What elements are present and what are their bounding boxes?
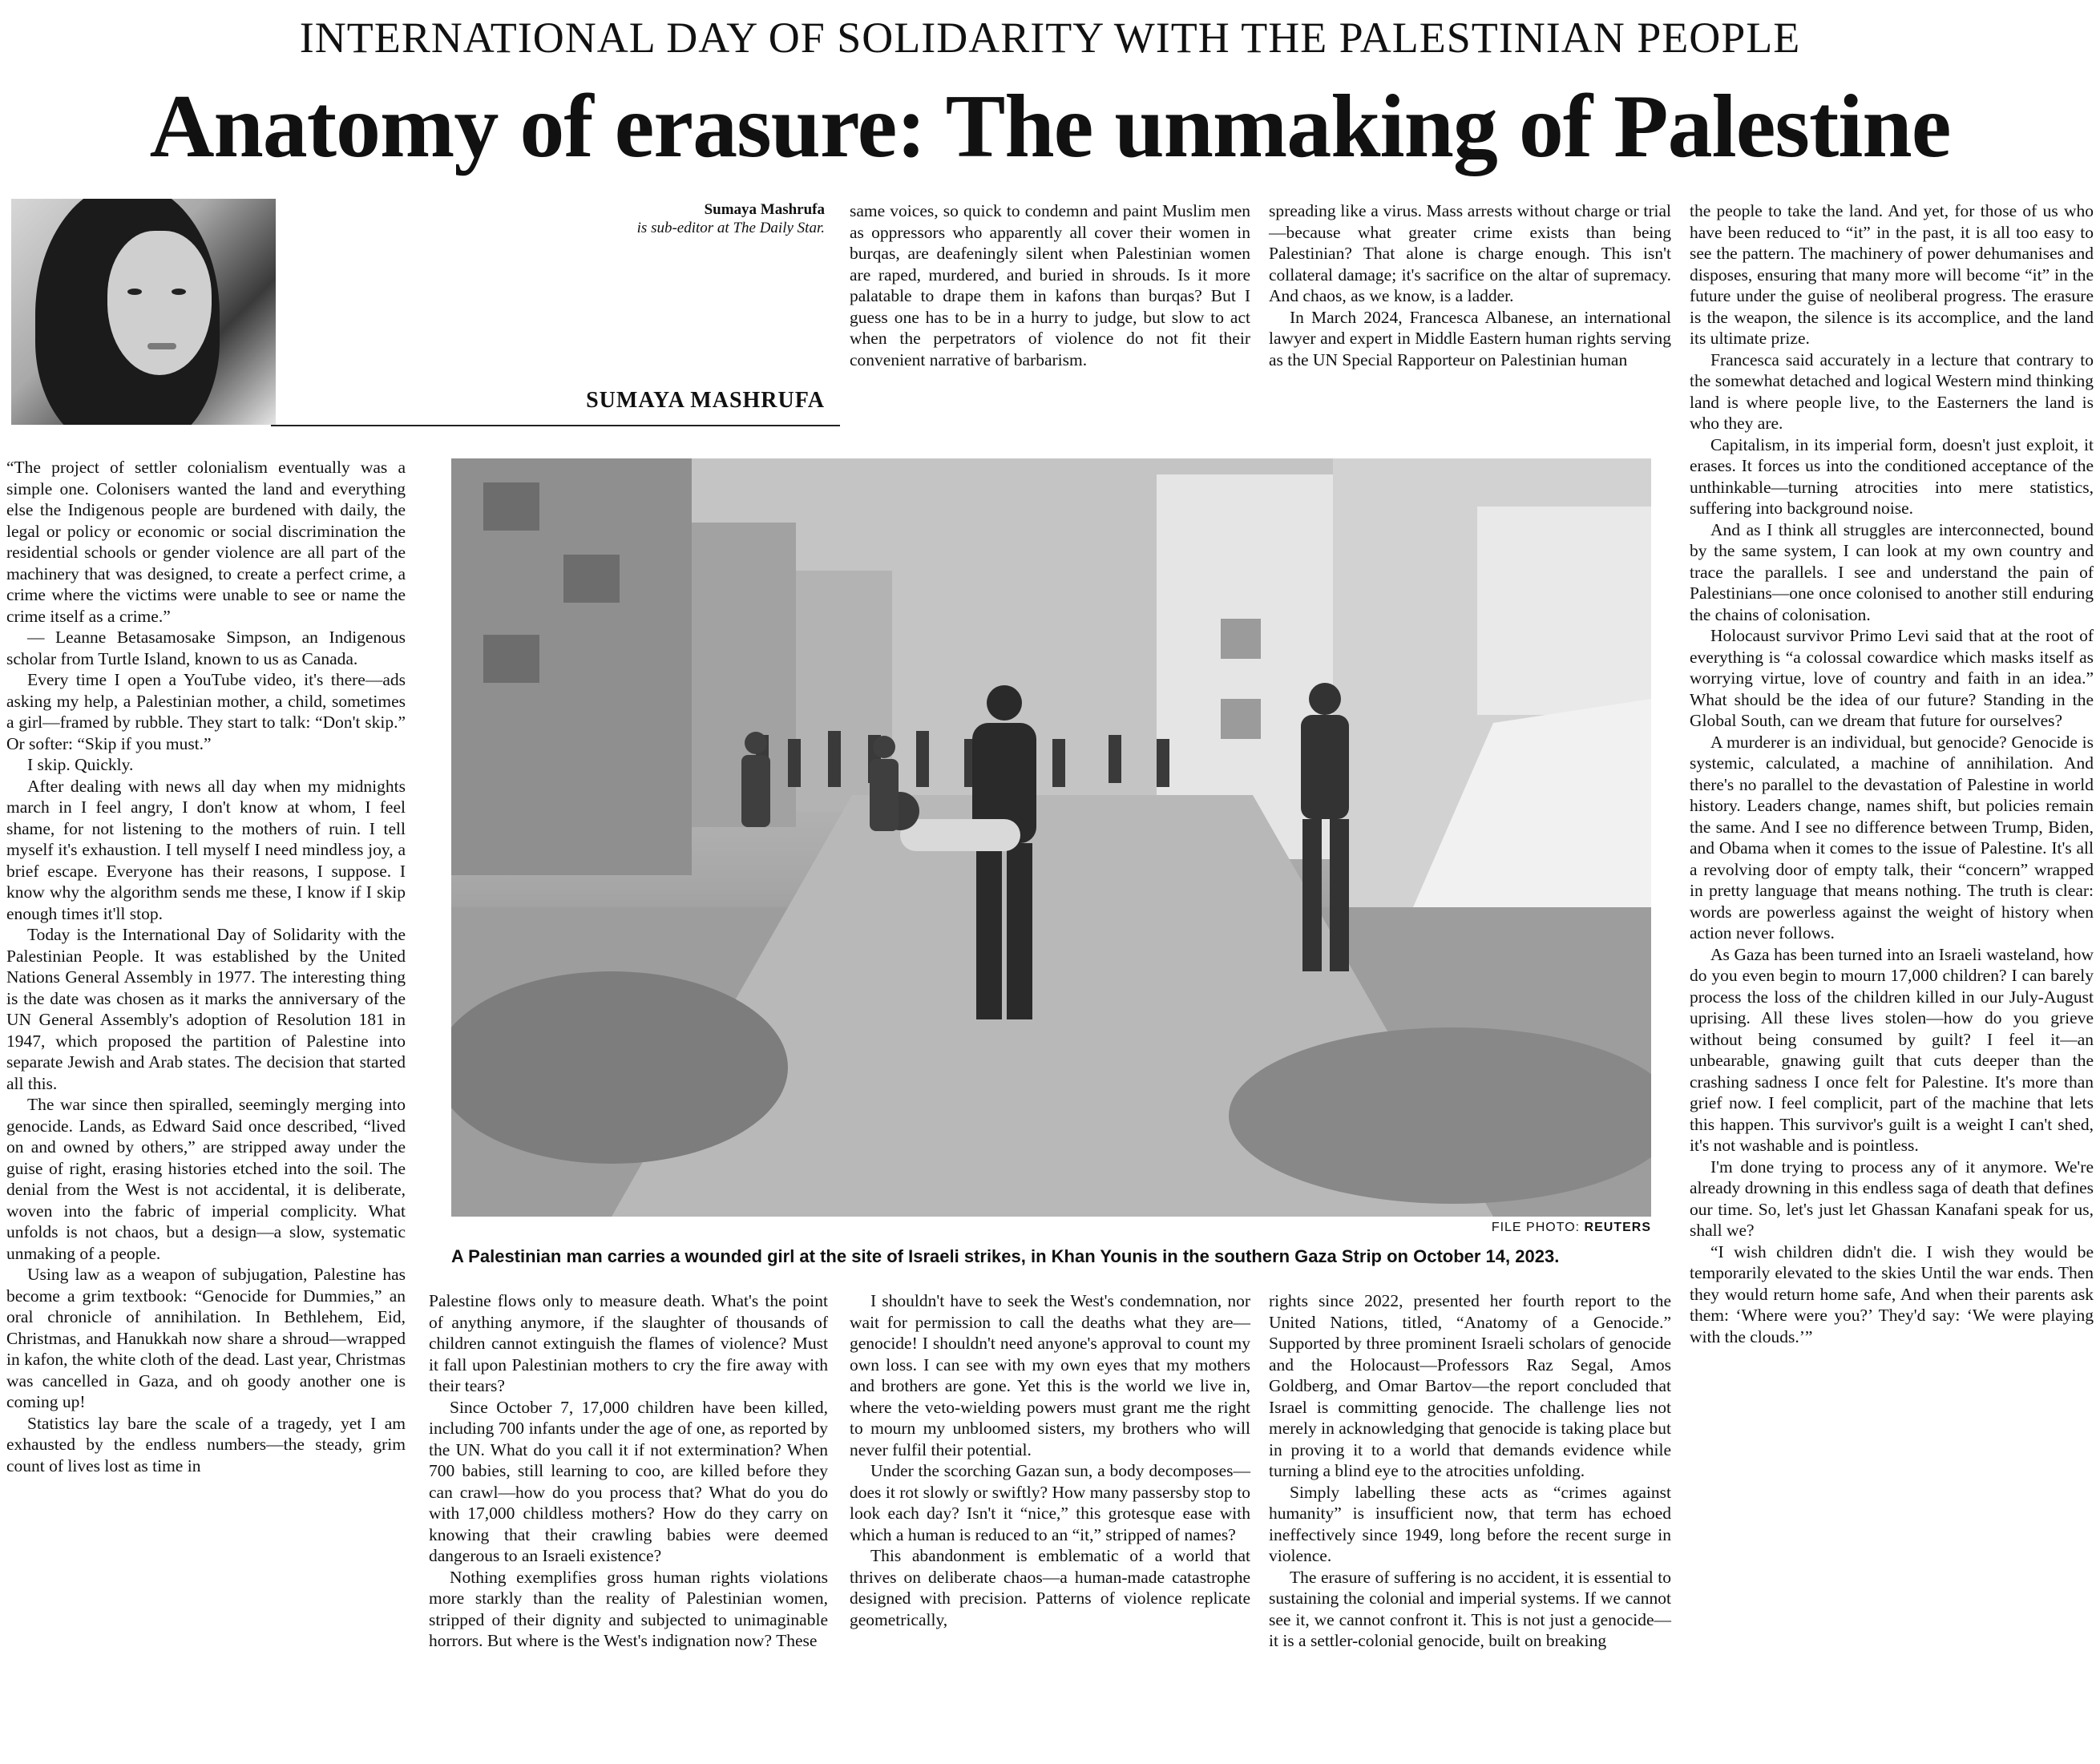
author-note [637,200,825,237]
paragraph: Simply labelling these acts as “crimes against humanity” is insufficient now, that term has echoed ineffectively since 1949, long before the recent surge in violence. [1269,1482,1671,1565]
photo-caption: A Palestinian man carries a wounded girl at the site of Israeli strikes, in Khan Younis in the southern Gaza Strip on October 14, 2023. [451,1246,1560,1266]
paragraph: This abandonment is emblematic of a world that thrives on deliberate chaos—a human-made catastrophe designed with precision. Patterns of violence replicate geometrically, [850,1546,1250,1629]
section-kicker: INTERNATIONAL DAY OF SOLIDARITY WITH THE PALESTINIAN PEOPLE [299,14,1801,62]
paragraph: Francesca said accurately in a lecture that contrary to the somewhat detached and logical Western mind thinking land is where people live, to the Easterners the land is who they are. [1690,349,2094,433]
news-photo [451,458,1651,1217]
article-column-3-bottom [850,1290,1250,1630]
paragraph: After dealing with news all day when my midnights march in I feel angry, I don't know at whom, I feel shame, for not listening to the mothers of ruin. I tell myself it's exhaustion. I tell myself I need mindless joy, a brief escape. Everyone has their reasons, I suppose. I know why the algorithm sends me these, I know if I skip enough times it'll stop. [6,776,406,923]
paragraph: Capitalism, in its imperial form, doesn't just exploit, it erases. It forces us into the conditioned acceptance of the unthinkable—turning atrocities into mere statistics, suffering into background noise. [1690,434,2094,518]
paragraph: The erasure of suffering is no accident, it is essential to sustaining the colonial and imperial systems. If we cannot see it, we cannot confront it. This is not just a genocide—it is a settler-colonial genocide, built on breaking [1269,1567,1671,1650]
paragraph: Holocaust survivor Primo Levi said that at the root of everything is “a colossal cowardice which masks itself as worrying virtue, love of country and faith in an idea.” What should be the idea of our future? Standing in the Global South, can we dream that future for ourselves? [1690,626,2094,730]
paragraph: Since October 7, 17,000 children have been killed, including 700 infants under the age of one, as reported by the UN. What do you call it if not extermination? When 700 babies, still learning to coo, are killed before they can crawl—how do you process that? What do you do with 17,000 childless mothers? How do they carry on knowing that their crawling babies were deemed dangerous to an Israeli existence? [429,1397,828,1565]
paragraph: In March 2024, Francesca Albanese, an international lawyer and expert in Middle Eastern human rights serving as the UN Special Rapporteur on Palestinian human [1269,307,1671,369]
paragraph: Palestine flows only to measure death. What's the point of anything anymore, if the slaughter of thousands of children cannot extinguish the flames of violence? Must it fall upon Palestinian mothers to cry the fire away with their tears? [429,1291,828,1395]
article-column-1 [6,457,406,1476]
paragraph: spreading like a virus. Mass arrests without charge or trial—because what greater crime exists than being Palestinian? That alone is charge enough. This isn't collateral damage; it's sacrifice on the altar of supremacy. And chaos, as we know, is a ladder. [1269,201,1671,305]
paragraph: And as I think all struggles are interconnected, bound by the same system, I can look at my own country and trace the parallels. I see and understand the pain of Palestinians—one once colonised to another still enduring the chains of colonisation. [1690,519,2094,624]
paragraph: — Leanne Betasamosake Simpson, an Indigenous scholar from Turtle Island, known to us as Canada. [6,628,406,668]
paragraph: rights since 2022, presented her fourth report to the United Nations, titled, “Anatomy of a Genocide.” Supported by three prominent Israeli scholars of genocide and the Holocaust—Professors Raz Segal, Amos Goldberg, and Omar Bartov—the report concluded that Israel is committing genocide. The challenge lies not merely in acknowledging that genocide is taking place but in proving it to a world that demands evidence while turning a blind eye to the atrocities unfolding. [1269,1291,1671,1480]
paragraph: Every time I open a YouTube video, it's there—ads asking my help, a Palestinian mother, a child, sometimes a girl—framed by rubble. They start to talk: “Don't skip.” Or softer: “Skip if you must.” [6,670,406,753]
paragraph: the people to take the land. And yet, for those of us who have been reduced to “it” in the past, it is all too easy to see the pattern. The machinery of power dehumanises and disposes, ensuring that many more will become “it” in the future under the guise of neoliberal progress. The erasure is the weapon, the silence is its accomplice, and the land its ultimate prize. [1690,201,2094,348]
author-name: Sumaya Mashrufa [704,201,825,218]
paragraph: I skip. Quickly. [27,755,134,774]
paragraph: same voices, so quick to condemn and paint Muslim men as oppressors who apparently all cover their women in burqas, are deafeningly silent when Palestinian women are raped, murdered, and buried in shrouds. Is it more palatable to drape them in kafons than burqas? But I guess one has to be in a hurry to judge, but slow to act when the perpetrators of violence do not fit their convenient narrative of barbarism. [850,201,1250,369]
paragraph: I shouldn't have to seek the West's condemnation, nor wait for permission to call the deaths what they are—genocide! I shouldn't need anyone's approval to count my own loss. I can see with my own eyes that my mothers and brothers are gone. Yet this is the world we live in, where the veto-wielding powers must grant me the right to mourn my unbloomed sisters, my brothers who will never fulfil their potential. [850,1291,1250,1459]
article-column-2-top [850,200,1250,370]
author-portrait-icon [11,199,276,425]
paragraph: I'm done trying to process any of it anymore. We're already drowning in this endless saga of death that defines our time. So, let's just let Ghassan Kanafani speak for us, shall we? [1690,1156,2094,1240]
street-scene-icon [451,458,1651,1217]
headline: Anatomy of erasure: The unmaking of Palestine [149,77,1951,176]
paragraph: Under the scorching Gazan sun, a body decomposes—does it rot slowly or swiftly? How many passersby stop to look each day? Isn't it “nice,” this grotesque ease with which a human is reduced to an “it,” stripped of names? [850,1461,1250,1544]
paragraph: As Gaza has been turned into an Israeli wasteland, how do you even begin to mourn 17,000 children? I can barely process the loss of the children killed in our July-August uprising. All these lives stolen—how do you grieve without being consumed by guilt? I feel it—an unbearable, gnawing guilt that cuts deeper than the crashing sadness I once felt for Palestine. It's more than grief now. I feel complicit, part of the machine that lets this happen. This survivor's guilt is a weight I can't shed, it's not washable and is pointless. [1690,944,2094,1155]
article-column-2-bottom [429,1290,828,1652]
author-name-caps: SUMAYA MASHRUFA [586,388,825,413]
paragraph: Using law as a weapon of subjugation, Palestine has become a grim textbook: “Genocide for Dummies,” an oral chronicle of annihilation. In Bethlehem, Eid, Christmas, and Hanukkah now share a shroud—wrapped in kafon, the white cloth of the dead. Last year, Christmas was cancelled in Gaza, and oh goody another one is coming up! [6,1265,406,1411]
paragraph: A murderer is an individual, but genocide? Genocide is systemic, calculated, a machine of annihilation. And there's no parallel to the devastation of Palestine in world history. Leaders change, names shift, but policies remain the same. And I see no difference between Trump, Biden, and Obama when it comes to the issue of Palestine. It's all a revolving door of empty talk, their “concern” wrapped in pretty language that means nothing. The truth is clear: words are powerless against the weight of history when action never follows. [1690,732,2094,943]
article-column-4-bottom [1269,1290,1671,1652]
author-role: is sub-editor at The Daily Star. [636,220,825,236]
paragraph: Nothing exemplifies gross human rights violations more starkly than the reality of Palestinian women, stripped of their dignity and subjected to unimaginable horrors. But where is the West's indignation now? These [429,1567,828,1650]
article-column-4 [1690,200,2094,1347]
paragraph: “I wish children didn't die. I wish they would be temporarily elevated to the skies Until the war ends. Then they would return home safe, And when their parents ask them: ‘Where were you?’ They'd say: ‘We were playing with the clouds.’” [1690,1241,2094,1346]
credit-source: REUTERS [1584,1221,1651,1234]
paragraph: Statistics lay bare the scale of a tragedy, yet I am exhausted by the endless numbers—the steady, grim count of lives lost as time in [6,1413,406,1475]
paragraph: The war since then spiralled, seemingly merging into genocide. Lands, as Edward Said once described, “lived on and owned by others,” are stripped away under the guise of right, erasing histories etched into the soil. The denial from the West is not accidental, it is deliberate, woven into the fabric of imperial complicity. What unfolds is not chaos, but a design—a slow, systematic unmaking of a people. [6,1095,406,1263]
byline [6,199,828,426]
article-column-3-top [1269,200,1671,370]
photo-credit [1467,1221,1651,1235]
credit-prefix: FILE PHOTO: [1491,1221,1585,1234]
paragraph: “The project of settler colonialism eventually was a simple one. Colonisers wanted the land and everything else the Indigenous people are burdened with daily, the legal or policy or economic or social discrimination the residential schools or gender violence are all part of the machinery that was designed, to create a perfect crime, a crime where the victims were unable to see or name the crime itself as a crime.” [6,458,406,626]
byline-divider [271,425,840,426]
paragraph: Today is the International Day of Solidarity with the Palestinian People. It was established by the United Nations General Assembly in 1977. The interesting thing is the date was chosen as it marks the anniversary of the UN General Assembly's adoption of Resolution 181 in 1947, which proposed the partition of Palestine into separate Jewish and Arab states. The decision that started all this. [6,925,406,1093]
